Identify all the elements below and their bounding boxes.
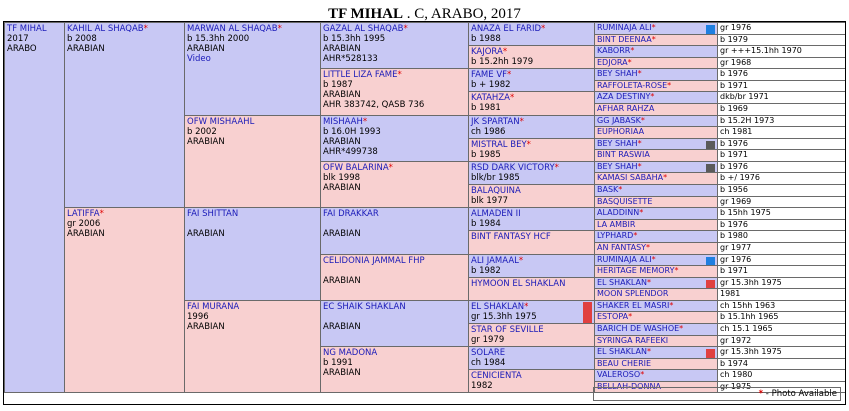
pedigree-cell: [4, 22, 65, 393]
horse-detail: ARABO: [7, 44, 37, 54]
horse-detail: b 1991: [323, 358, 353, 368]
pedigree-cell: [468, 115, 595, 139]
pedigree-cell: [320, 346, 469, 393]
horse-info: gr 15.3hh 1975: [720, 278, 782, 287]
horse-detail: b + 1982: [471, 80, 511, 90]
photo-available-marker: *: [630, 46, 635, 55]
horse-name-link[interactable]: [597, 243, 715, 252]
photo-available-marker: *: [640, 370, 645, 379]
horse-detail: gr 1979: [471, 335, 505, 345]
horse-name-link[interactable]: [597, 35, 715, 44]
photo-available-marker: *: [627, 58, 632, 67]
horse-info: b 1976: [720, 139, 748, 148]
horse-name-link[interactable]: [323, 348, 466, 358]
horse-name[interactable]: GG JABASK: [597, 116, 641, 125]
horse-info: b 15.1hh 1965: [720, 312, 779, 321]
pedigree-cell: [320, 161, 469, 208]
horse-name[interactable]: AFHAR RAHZA: [597, 104, 655, 113]
horse-info: 1981: [720, 289, 741, 298]
horse-info: gr 1976: [720, 23, 752, 32]
horse-info: b 1971: [720, 266, 748, 275]
horse-detail: ARABIAN: [323, 229, 361, 239]
horse-name-link[interactable]: [471, 140, 592, 150]
pedigree-cell: [64, 207, 185, 393]
horse-name-link[interactable]: [597, 301, 715, 310]
horse-name[interactable]: BARICH DE WASHOE: [597, 324, 680, 333]
photo-available-marker: *: [650, 92, 655, 101]
horse-name-link[interactable]: [597, 185, 715, 194]
horse-name: TF MIHAL: [328, 6, 403, 22]
photo-icon[interactable]: [583, 302, 592, 324]
horse-name-link[interactable]: [597, 231, 715, 240]
horse-name[interactable]: AN FANTASY: [597, 243, 647, 252]
pedigree-cell: [468, 323, 595, 347]
horse-info: gr 1975: [720, 382, 752, 391]
pedigree-cell: [320, 300, 469, 347]
horse-name[interactable]: RUMINAJA ALI: [597, 255, 652, 264]
horse-detail: AHR*528133: [323, 54, 378, 64]
pedigree-cell: [184, 22, 321, 116]
horse-info: b 1974: [720, 359, 748, 368]
pedigree-cell: [468, 300, 595, 324]
horse-info: gr +++15.1hh 1970: [720, 46, 802, 55]
horse-detail: b 2008: [67, 34, 97, 44]
horse-name-link[interactable]: [597, 266, 715, 275]
horse-name[interactable]: AZA DESTINY: [597, 92, 651, 101]
horse-name[interactable]: EL SHAKLAN: [597, 278, 647, 287]
horse-name[interactable]: GAZAL AL SHAQAB: [323, 24, 404, 34]
photo-available-marker: *: [518, 256, 524, 266]
horse-name-link[interactable]: [597, 104, 715, 113]
horse-detail: blk/br 1985: [471, 173, 520, 183]
photo-available-marker: *: [502, 47, 508, 57]
horse-name[interactable]: CENICIENTA: [471, 371, 522, 381]
video-link[interactable]: Video: [187, 54, 211, 64]
photo-available-marker: *: [509, 93, 515, 103]
horse-info: b 1976: [720, 220, 748, 229]
pedigree-table: [3, 21, 846, 405]
horse-name[interactable]: KAHIL AL SHAQAB: [67, 24, 144, 34]
photo-available-marker: *: [524, 302, 529, 312]
horse-info: b 1971: [720, 81, 748, 90]
horse-name-link[interactable]: [597, 359, 715, 368]
horse-name[interactable]: KATAHZA: [471, 93, 510, 103]
horse-name[interactable]: BEY SHAH: [597, 69, 638, 78]
horse-info: ch 15.1 1965: [720, 324, 773, 333]
horse-name-link[interactable]: [597, 370, 715, 379]
horse-name[interactable]: BEY SHAH: [597, 162, 638, 171]
photo-available-marker: *: [639, 208, 644, 217]
photo-available-marker: *: [618, 185, 623, 194]
pedigree-cells: [4, 22, 845, 404]
horse-info: gr 1968: [720, 58, 752, 67]
horse-name[interactable]: EUPHORIAA: [597, 127, 645, 136]
pedigree-cell: [184, 300, 321, 393]
horse-name-link[interactable]: [597, 220, 715, 229]
horse-name[interactable]: HYMOON EL SHAKLAN: [471, 279, 566, 289]
horse-name-link[interactable]: [471, 209, 592, 219]
horse-name-link[interactable]: [471, 232, 592, 242]
horse-detail: b 1988: [471, 34, 501, 44]
horse-name-link[interactable]: [323, 163, 466, 173]
horse-name[interactable]: BINT FANTASY HCF: [471, 232, 551, 242]
photo-available-marker: *: [646, 243, 651, 252]
pedigree-cell: [468, 161, 595, 185]
horse-name-link[interactable]: [597, 197, 715, 206]
photo-available-marker: *: [651, 255, 656, 264]
photo-available-marker: *: [637, 69, 642, 78]
horse-name-link[interactable]: [323, 24, 466, 34]
horse-name[interactable]: MOON SPLENDOR: [597, 289, 669, 298]
pedigree-cell: [320, 22, 469, 69]
photo-available-marker: *: [667, 81, 672, 90]
horse-name-link[interactable]: [471, 24, 592, 34]
horse-info: b 15.2H 1973: [720, 116, 775, 125]
horse-name-link[interactable]: [597, 150, 715, 159]
horse-name-link[interactable]: [597, 208, 715, 217]
horse-name[interactable]: BEY SHAH: [597, 139, 638, 148]
pedigree-cell: [468, 230, 595, 255]
horse-detail: b 15.3hh 2000: [187, 34, 250, 44]
horse-info: b 1976: [720, 69, 748, 78]
photo-available-marker: *: [388, 163, 393, 173]
horse-name-link[interactable]: [471, 70, 592, 80]
horse-name[interactable]: RSD DARK VICTORY: [471, 163, 555, 173]
photo-available-marker: *: [640, 116, 645, 125]
horse-name[interactable]: EC SHAIK SHAKLAN: [323, 302, 406, 312]
photo-available-marker: *: [646, 347, 651, 356]
photo-available-marker: *: [362, 117, 368, 127]
horse-name-link[interactable]: [597, 139, 715, 148]
horse-name-link[interactable]: [597, 312, 715, 321]
horse-name[interactable]: ALMADEN II: [471, 209, 521, 219]
horse-info: b 1969: [720, 104, 748, 113]
horse-detail: b 1982: [471, 266, 501, 276]
horse-detail: ARABIAN: [187, 229, 225, 239]
pedigree-cell: [468, 138, 595, 162]
photo-available-marker: *: [628, 312, 633, 321]
photo-available-marker: *: [403, 24, 408, 34]
horse-detail: blk 1977: [471, 196, 509, 206]
photo-available-marker: *: [397, 70, 402, 80]
horse-name-link[interactable]: [471, 371, 592, 381]
horse-summary: . C, ARABO, 2017: [402, 6, 521, 22]
horse-detail: ch 1986: [471, 127, 506, 137]
pedigree-cell: [468, 277, 595, 301]
horse-name[interactable]: BEAU CHERIE: [597, 359, 652, 368]
horse-name[interactable]: JK SPARTAN: [471, 117, 520, 127]
horse-name-link[interactable]: [471, 93, 592, 103]
horse-name-link[interactable]: [187, 302, 318, 312]
horse-name[interactable]: OFW BALARINA: [323, 163, 389, 173]
horse-detail: ARABIAN: [323, 322, 361, 332]
photo-available-marker: *: [99, 209, 104, 219]
horse-name-link[interactable]: [597, 58, 715, 67]
horse-info: gr 1976: [720, 255, 752, 264]
photo-available-marker: *: [143, 24, 148, 34]
horse-name-link[interactable]: [471, 325, 592, 335]
horse-info: b 1976: [720, 162, 748, 171]
pedigree-cell: [468, 91, 595, 116]
horse-detail: b 1985: [471, 150, 501, 160]
pedigree-cell: [468, 184, 595, 208]
horse-name[interactable]: KAJORA: [471, 47, 503, 57]
horse-detail: ARABIAN: [323, 368, 361, 378]
horse-name[interactable]: ALI JAMAAL: [471, 256, 519, 266]
horse-name-link[interactable]: [187, 117, 318, 127]
horse-name[interactable]: BELLAH-DONNA: [597, 382, 661, 391]
horse-info: b 1956: [720, 185, 748, 194]
pedigree-cell: [468, 22, 595, 46]
horse-name[interactable]: ESTOPA: [597, 312, 629, 321]
horse-name[interactable]: SHAKER EL MASRI: [597, 301, 670, 310]
horse-name[interactable]: MARWAN AL SHAQAB: [187, 24, 278, 34]
horse-detail: ARABIAN: [67, 229, 105, 239]
horse-name[interactable]: LA AMBIR: [597, 220, 636, 229]
pedigree-cell: [320, 207, 469, 255]
horse-name[interactable]: LATIFFA: [67, 209, 100, 219]
pedigree-cell: [468, 68, 595, 92]
horse-detail: ARABIAN: [67, 44, 105, 54]
horse-name-link[interactable]: [471, 163, 592, 173]
horse-name-link[interactable]: [597, 92, 715, 101]
horse-info: gr 1972: [720, 336, 752, 345]
horse-name-link[interactable]: [187, 24, 318, 34]
horse-name-link[interactable]: [323, 70, 466, 80]
photo-available-marker: *: [637, 162, 642, 171]
horse-name[interactable]: ANAZA EL FARID: [471, 24, 542, 34]
horse-name[interactable]: HERITAGE MEMORY: [597, 266, 675, 275]
horse-name[interactable]: MISTRAL BEY: [471, 140, 527, 150]
horse-detail: ARABIAN: [187, 322, 225, 332]
horse-name-link[interactable]: [597, 347, 715, 356]
horse-name[interactable]: LITTLE LIZA FAME: [323, 70, 398, 80]
horse-detail: b 1984: [471, 219, 501, 229]
horse-info: ch 1981: [720, 127, 753, 136]
horse-name-link[interactable]: [597, 127, 715, 136]
horse-name[interactable]: FAME VF: [471, 70, 508, 80]
legend-star: *: [758, 389, 764, 399]
horse-name-link[interactable]: [597, 173, 715, 182]
horse-detail: b 15.3hh 1995: [323, 34, 386, 44]
horse-name-link[interactable]: [597, 116, 715, 125]
horse-detail: ARABIAN: [323, 276, 361, 286]
horse-name-link[interactable]: [323, 117, 466, 127]
horse-name[interactable]: SOLARE: [471, 348, 506, 358]
horse-detail: gr 15.3hh 1975: [471, 312, 537, 322]
horse-name-link[interactable]: [187, 209, 318, 219]
photo-available-marker: *: [679, 324, 684, 333]
horse-detail: ARABIAN: [323, 90, 361, 100]
horse-detail: [323, 219, 466, 229]
horse-detail: b 2002: [187, 127, 217, 137]
pedigree-cell: [320, 68, 469, 116]
horse-name[interactable]: STAR OF SEVILLE: [471, 325, 544, 335]
horse-name-link[interactable]: [597, 336, 715, 345]
horse-detail: ARABIAN: [323, 44, 361, 54]
pedigree-cell: [184, 115, 321, 208]
pedigree-cell: [320, 254, 469, 301]
horse-name[interactable]: NG MADONA: [323, 348, 378, 358]
photo-available-marker: *: [651, 23, 656, 32]
horse-name-link[interactable]: [597, 255, 715, 264]
photo-available-marker: *: [277, 24, 282, 34]
horse-name[interactable]: BINT RASWIA: [597, 150, 650, 159]
horse-detail: ch 1984: [471, 358, 506, 368]
pedigree-cell: [64, 22, 185, 208]
horse-name[interactable]: EL SHAKLAN: [597, 347, 647, 356]
horse-name[interactable]: FAI DRAKKAR: [323, 209, 379, 219]
horse-detail: b 1981: [471, 103, 501, 113]
photo-available-marker: *: [519, 117, 524, 127]
photo-available-marker: *: [526, 140, 531, 150]
horse-name[interactable]: MISHAAH: [323, 117, 363, 127]
horse-name[interactable]: EDJORA: [597, 58, 628, 67]
horse-name-link[interactable]: [7, 24, 62, 34]
pedigree-cell: [468, 254, 595, 278]
pedigree-cell: [184, 207, 321, 301]
horse-info: gr 1977: [720, 243, 752, 252]
horse-detail: [323, 266, 466, 276]
pedigree-cell: [468, 369, 595, 393]
horse-name[interactable]: ALADDINN: [597, 208, 640, 217]
horse-detail: b 15.2hh 1979: [471, 57, 534, 67]
horse-name[interactable]: SYRINGA RAFEEKI: [597, 336, 669, 345]
horse-name-link[interactable]: [471, 348, 592, 358]
photo-available-marker: *: [633, 231, 638, 240]
horse-name[interactable]: BINT DEENAA: [597, 35, 652, 44]
horse-name[interactable]: FAI SHITTAN: [187, 209, 239, 219]
horse-detail: ARABIAN: [187, 44, 225, 54]
photo-available-marker: *: [646, 278, 651, 287]
horse-info: ch 15hh 1963: [720, 301, 776, 310]
horse-name-link[interactable]: [471, 302, 592, 312]
horse-name[interactable]: KABORR: [597, 46, 631, 55]
horse-name-link[interactable]: [323, 302, 466, 312]
photo-available-marker: *: [663, 173, 668, 182]
horse-name[interactable]: FAI MURANA: [187, 302, 240, 312]
horse-detail: AHR 383742, QASB 736: [323, 100, 425, 110]
horse-name-link[interactable]: [597, 324, 715, 333]
horse-detail: ARABIAN: [323, 183, 361, 193]
horse-name[interactable]: BASK: [597, 185, 619, 194]
horse-detail: 2017: [7, 34, 29, 44]
horse-info: dkb/br 1971: [720, 92, 769, 101]
horse-name-link[interactable]: [597, 289, 715, 298]
photo-legend: [593, 387, 841, 401]
pedigree-cell: [468, 207, 595, 231]
horse-info: b 1980: [720, 231, 748, 240]
horse-name[interactable]: BASQUISETTE: [597, 197, 653, 206]
horse-info: b 1979: [720, 35, 748, 44]
horse-detail: blk 1998: [323, 173, 361, 183]
horse-name-link[interactable]: [471, 279, 592, 289]
horse-name-link[interactable]: [471, 186, 592, 196]
photo-available-marker: *: [651, 35, 656, 44]
photo-available-marker: *: [669, 301, 674, 310]
pedigree-cell: [468, 45, 595, 69]
horse-name-link[interactable]: [471, 47, 592, 57]
horse-name-link[interactable]: [597, 69, 715, 78]
horse-name[interactable]: RAFFOLETA-ROSE: [597, 81, 668, 90]
horse-name[interactable]: VALEROSO: [597, 370, 641, 379]
horse-info: b 1971: [720, 150, 748, 159]
horse-detail: 1982: [471, 381, 493, 391]
horse-detail: [187, 219, 318, 229]
horse-detail: ARABIAN: [187, 137, 225, 147]
horse-detail: 1996: [187, 312, 209, 322]
horse-detail: AHR*499738: [323, 147, 378, 157]
legend-text: - Photo Available: [763, 389, 837, 399]
horse-detail: gr 2006: [67, 219, 101, 229]
horse-name-link[interactable]: [597, 81, 715, 90]
horse-name-link[interactable]: [67, 24, 182, 34]
photo-available-marker: *: [674, 266, 679, 275]
photo-available-marker: *: [637, 139, 642, 148]
horse-info: b +/ 1976: [720, 173, 760, 182]
horse-info: ch 1980: [720, 370, 753, 379]
horse-detail: [323, 312, 466, 322]
horse-info: gr 1969: [720, 197, 752, 206]
horse-info: gr 15.3hh 1975: [720, 347, 782, 356]
horse-name[interactable]: BALAQUINA: [471, 186, 521, 196]
horse-name[interactable]: OFW MISHAAHL: [187, 117, 255, 127]
horse-name-link[interactable]: [323, 256, 466, 266]
pedigree-cell: [320, 115, 469, 162]
horse-name[interactable]: LYPHARD: [597, 231, 634, 240]
horse-name-link[interactable]: [471, 256, 592, 266]
photo-available-marker: *: [541, 24, 546, 34]
horse-name[interactable]: KAMASI SABAHA: [597, 173, 664, 182]
horse-name-link[interactable]: [597, 46, 715, 55]
horse-name-link[interactable]: [471, 117, 592, 127]
horse-detail: b 1987: [323, 80, 353, 90]
photo-available-marker: *: [507, 70, 512, 80]
pedigree-cell: [468, 346, 595, 370]
horse-name-link[interactable]: [597, 278, 715, 287]
horse-detail: b 16.0H 1993: [323, 127, 381, 137]
horse-name[interactable]: RUMINAJA ALI: [597, 23, 652, 32]
horse-name-link[interactable]: [597, 23, 715, 32]
horse-detail: ARABIAN: [323, 137, 361, 147]
horse-name[interactable]: EL SHAKLAN: [471, 302, 525, 312]
horse-name[interactable]: CELIDONIA JAMMAL FHP: [323, 256, 425, 266]
horse-name-link[interactable]: [597, 162, 715, 171]
horse-name-link[interactable]: [67, 209, 182, 219]
horse-name-link[interactable]: [323, 209, 466, 219]
horse-info: b 15hh 1975: [720, 208, 771, 217]
photo-available-marker: *: [554, 163, 559, 173]
horse-name[interactable]: TF MIHAL: [7, 24, 47, 34]
